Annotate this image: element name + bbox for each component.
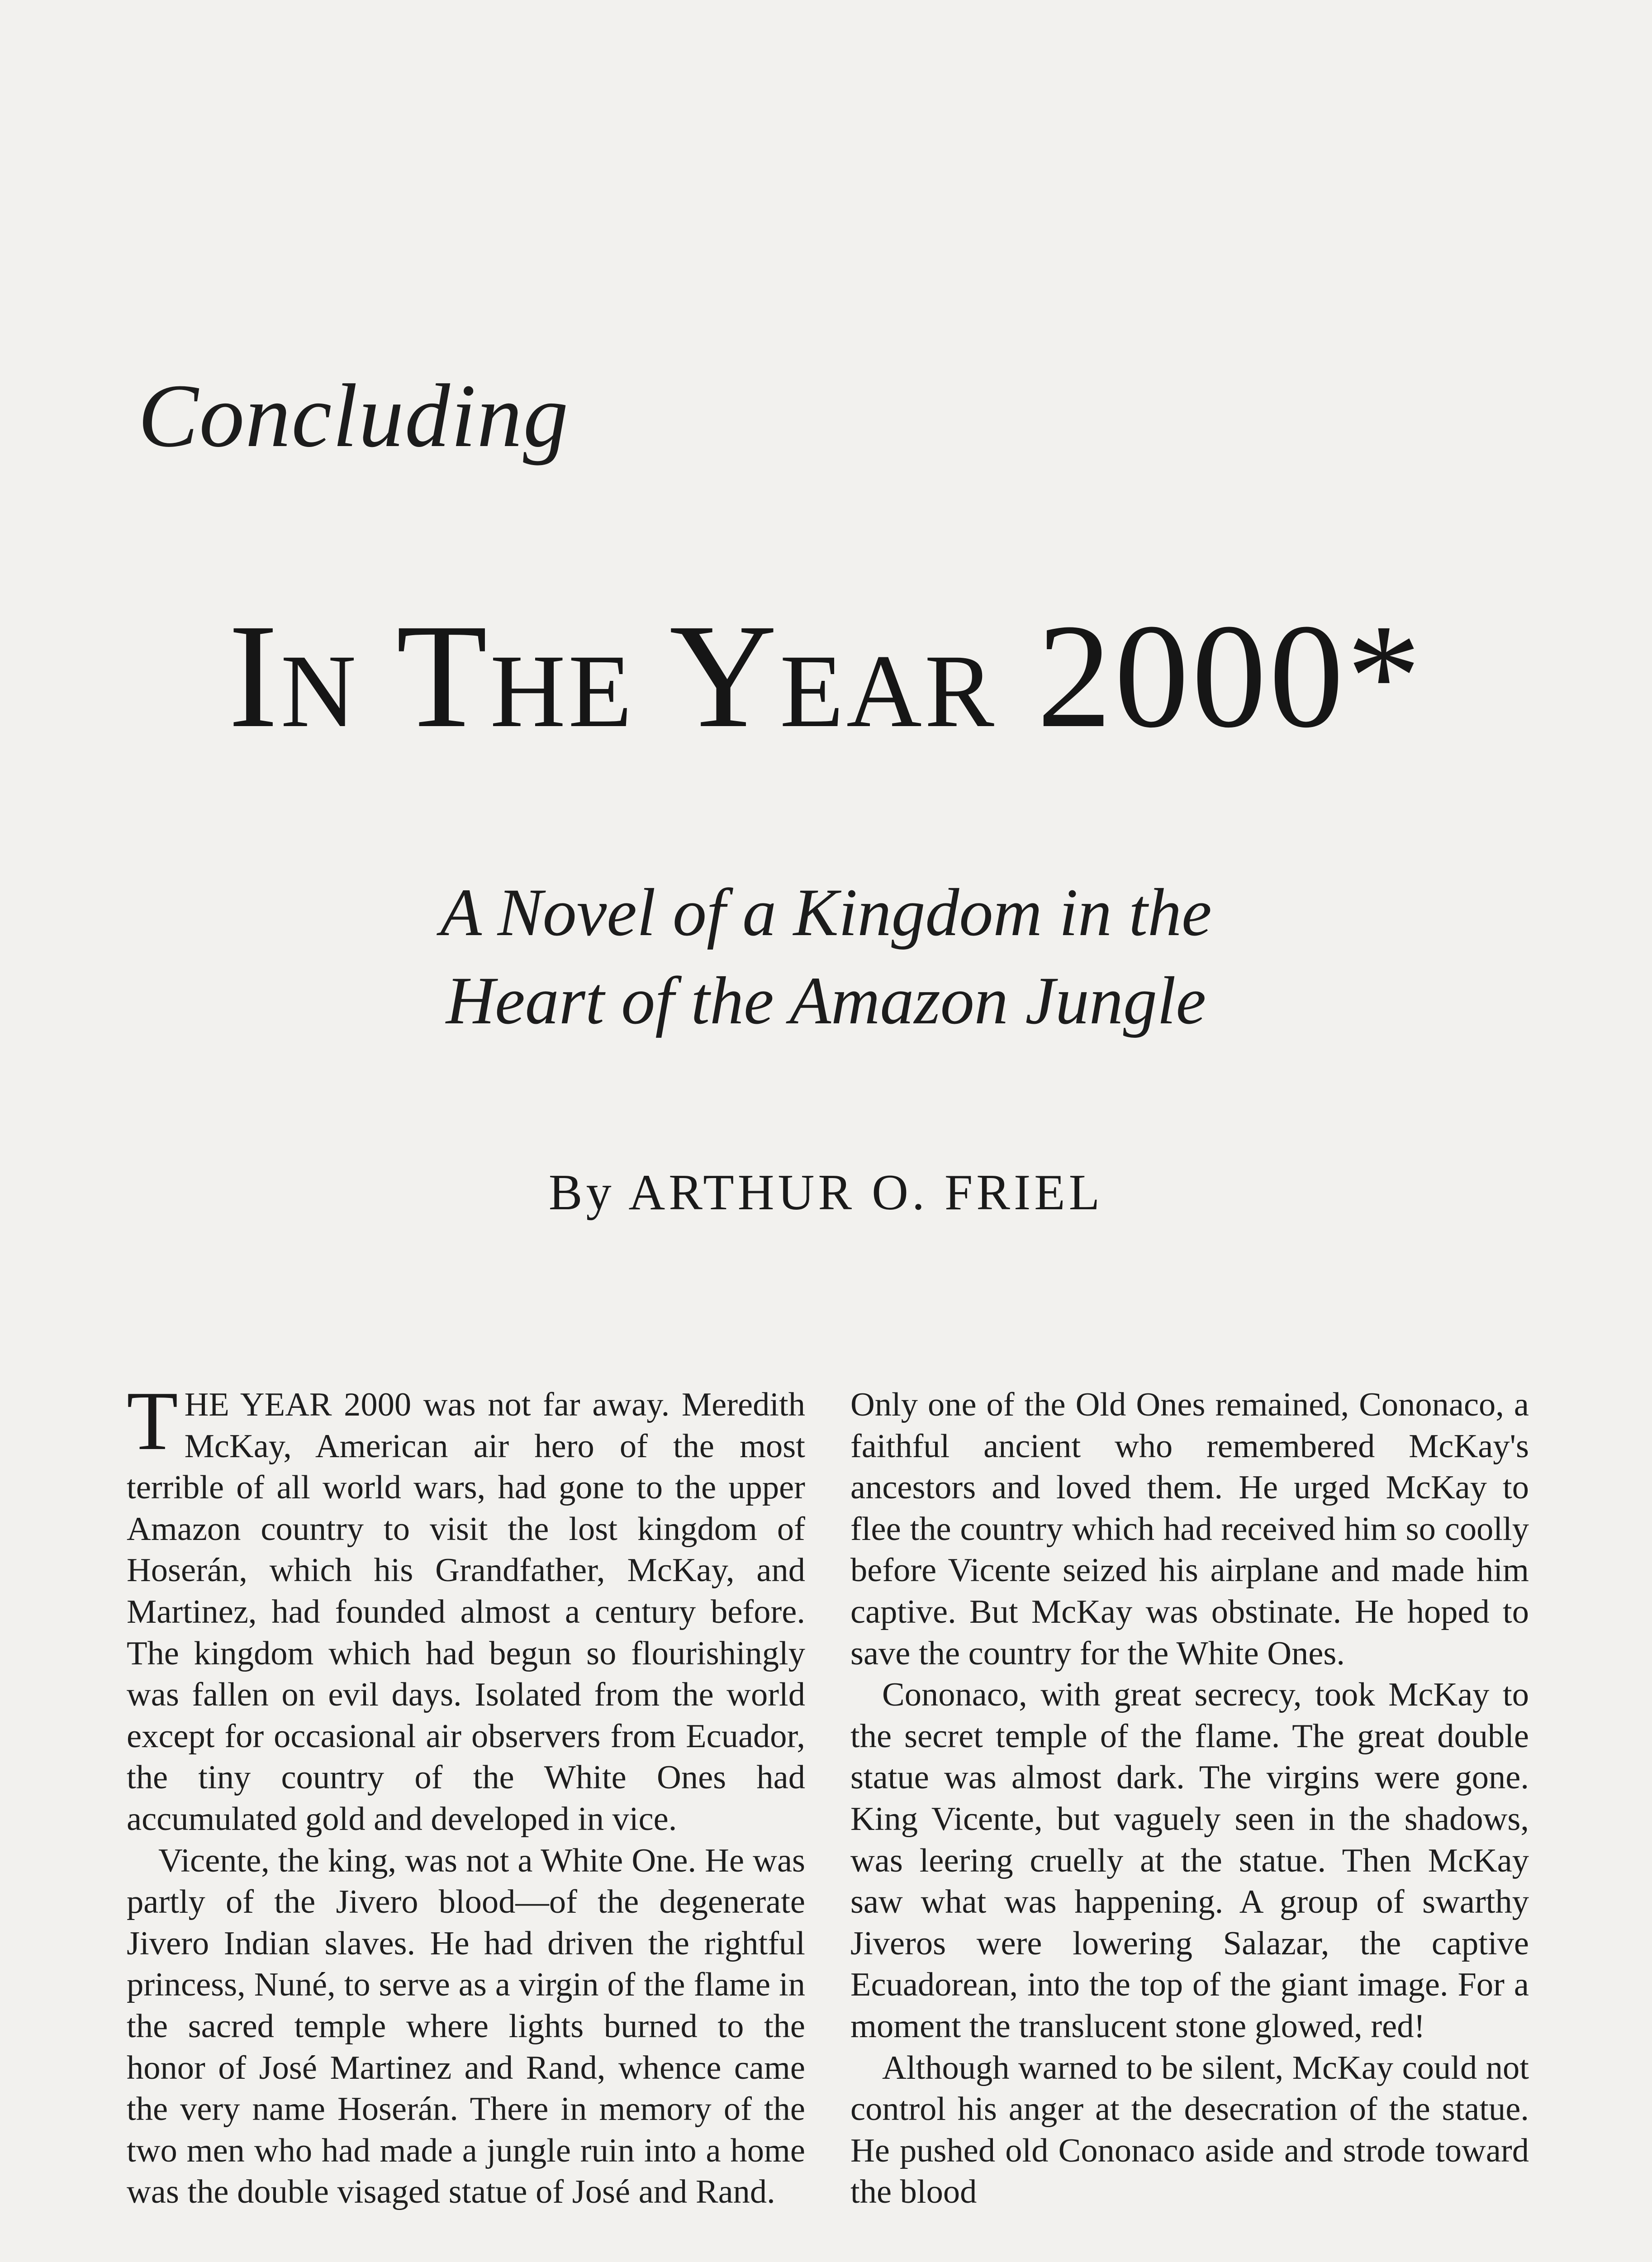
- drop-cap: T: [127, 1374, 178, 1468]
- story-title: In The Year 2000*: [228, 594, 1424, 759]
- author-byline: By ARTHUR O. FRIEL: [548, 1164, 1104, 1221]
- subtitle-line-1: A Novel of a Kingdom in the: [440, 875, 1212, 950]
- paragraph-text: HE YEAR 2000 was not far away. Meredith McKay, American air hero of the most terrible of all world wars, had gone to the upper Amazon country to visit the lost kingdom of Hoserán, which his Grandfather, McKay, and Martinez, had founded almost a century before. The kingdom which had begun so flourishingly was fallen on evil days. Isolated from the world except for occasional air observers from Ecuador, the tiny country of the White Ones had accumulated gold and developed in vice.: [127, 1386, 805, 1838]
- kicker-text: Concluding: [138, 366, 570, 466]
- paragraph: Although warned to be silent, McKay could not control his anger at the desecration of the statue. He pushed old Cononaco aside and strode toward the blood: [850, 2049, 1529, 2211]
- paragraph: Only one of the Old Ones remained, Cononaco, a faithful ancient who remembered McKay's ancestors and loved them. He urged McKay to flee the country which had received him so coolly before Vicente seized his airplane and made him captive. But McKay was obstinate. He hoped to save the country for the White Ones.: [850, 1386, 1529, 1672]
- article-column-right: [850, 1384, 1529, 2213]
- article-column-left: [127, 1374, 805, 2213]
- paragraph: Vicente, the king, was not a White One. He was partly of the Jivero blood—of the degenerate Jivero Indian slaves. He had driven the rightful princess, Nuné, to serve as a virgin of the flame in the sacred temple where lights burned to the honor of José Martinez and Rand, whence came the very name Hoserán. There in memory of the two men who had made a jungle ruin into a home was the double visaged statue of José and Rand.: [127, 1842, 805, 2211]
- paragraph: [127, 1374, 805, 1840]
- story-subtitle: [0, 869, 1652, 1045]
- paragraph: Cononaco, with great secrecy, took McKay to the secret temple of the flame. The great double statue was almost dark. The virgins were gone. King Vicente, but vaguely seen in the shadows, was leering cruelly at the statue. Then McKay saw what was happening. A group of swarthy Jiveros were lowering Salazar, the captive Ecuadorean, into the top of the giant image. For a moment the translucent stone glowed, red!: [850, 1676, 1529, 2045]
- subtitle-line-2: Heart of the Amazon Jungle: [446, 963, 1206, 1038]
